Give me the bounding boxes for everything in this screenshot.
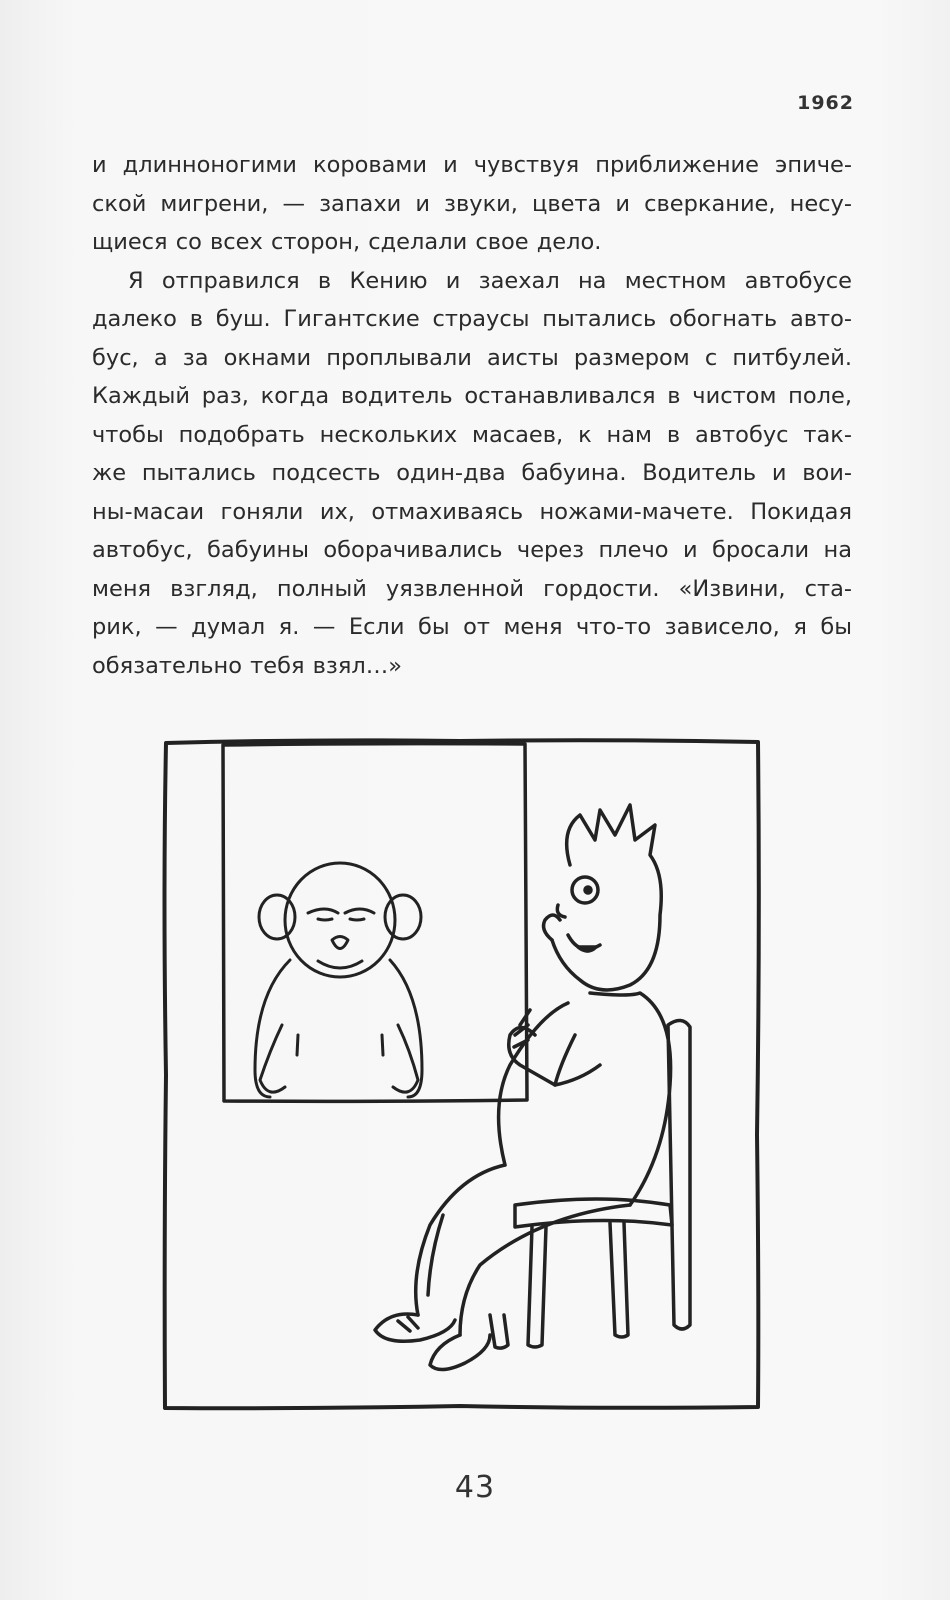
text-line: обязательно тебя взял…» — [92, 652, 403, 679]
bus-window — [223, 744, 527, 1102]
illustration-baboon-and-man — [160, 735, 765, 1415]
paragraph-2 — [92, 262, 852, 686]
body-text — [92, 146, 852, 685]
bus-seat — [490, 1020, 690, 1348]
running-head: 1962 — [797, 92, 854, 114]
text-line: автобус, бабуины оборачивались через плечо и бросали на — [92, 537, 852, 563]
text-line: Я отправился в Кению и заехал на местном автобусе — [128, 267, 852, 294]
baboon-figure — [255, 863, 422, 1097]
page-number: 43 — [454, 1470, 496, 1505]
text-line: и длинноногими коровами и чувствуя приближение эпиче- — [92, 152, 852, 178]
text-line: меня взгляд, полный уязвленной гордости. «Извини, ста- — [92, 575, 852, 602]
text-line: ской мигрени, — запахи и звуки, цвета и сверкание, несу- — [92, 190, 852, 217]
text-line: чтобы подобрать нескольких масаев, к нам в автобус так- — [92, 421, 852, 448]
text-line: Каждый раз, когда водитель останавливался в чистом поле, — [92, 383, 852, 409]
text-line: щиеся со всех сторон, сделали свое дело. — [92, 229, 602, 255]
text-line: рик, — думал я. — Если бы от меня что-то зависело, я бы — [92, 614, 852, 640]
paragraph-1 — [92, 146, 852, 262]
text-line: бус, а за окнами проплывали аисты размером с питбулей. — [92, 344, 852, 371]
text-line: же пытались подсесть один-два бабуина. Водитель и вои- — [92, 460, 852, 486]
text-line: далеко в буш. Гигантские страусы пытались обогнать авто- — [92, 306, 852, 332]
text-line: ны-масаи гоняли их, отмахиваясь ножами-мачете. Покидая — [92, 498, 852, 525]
